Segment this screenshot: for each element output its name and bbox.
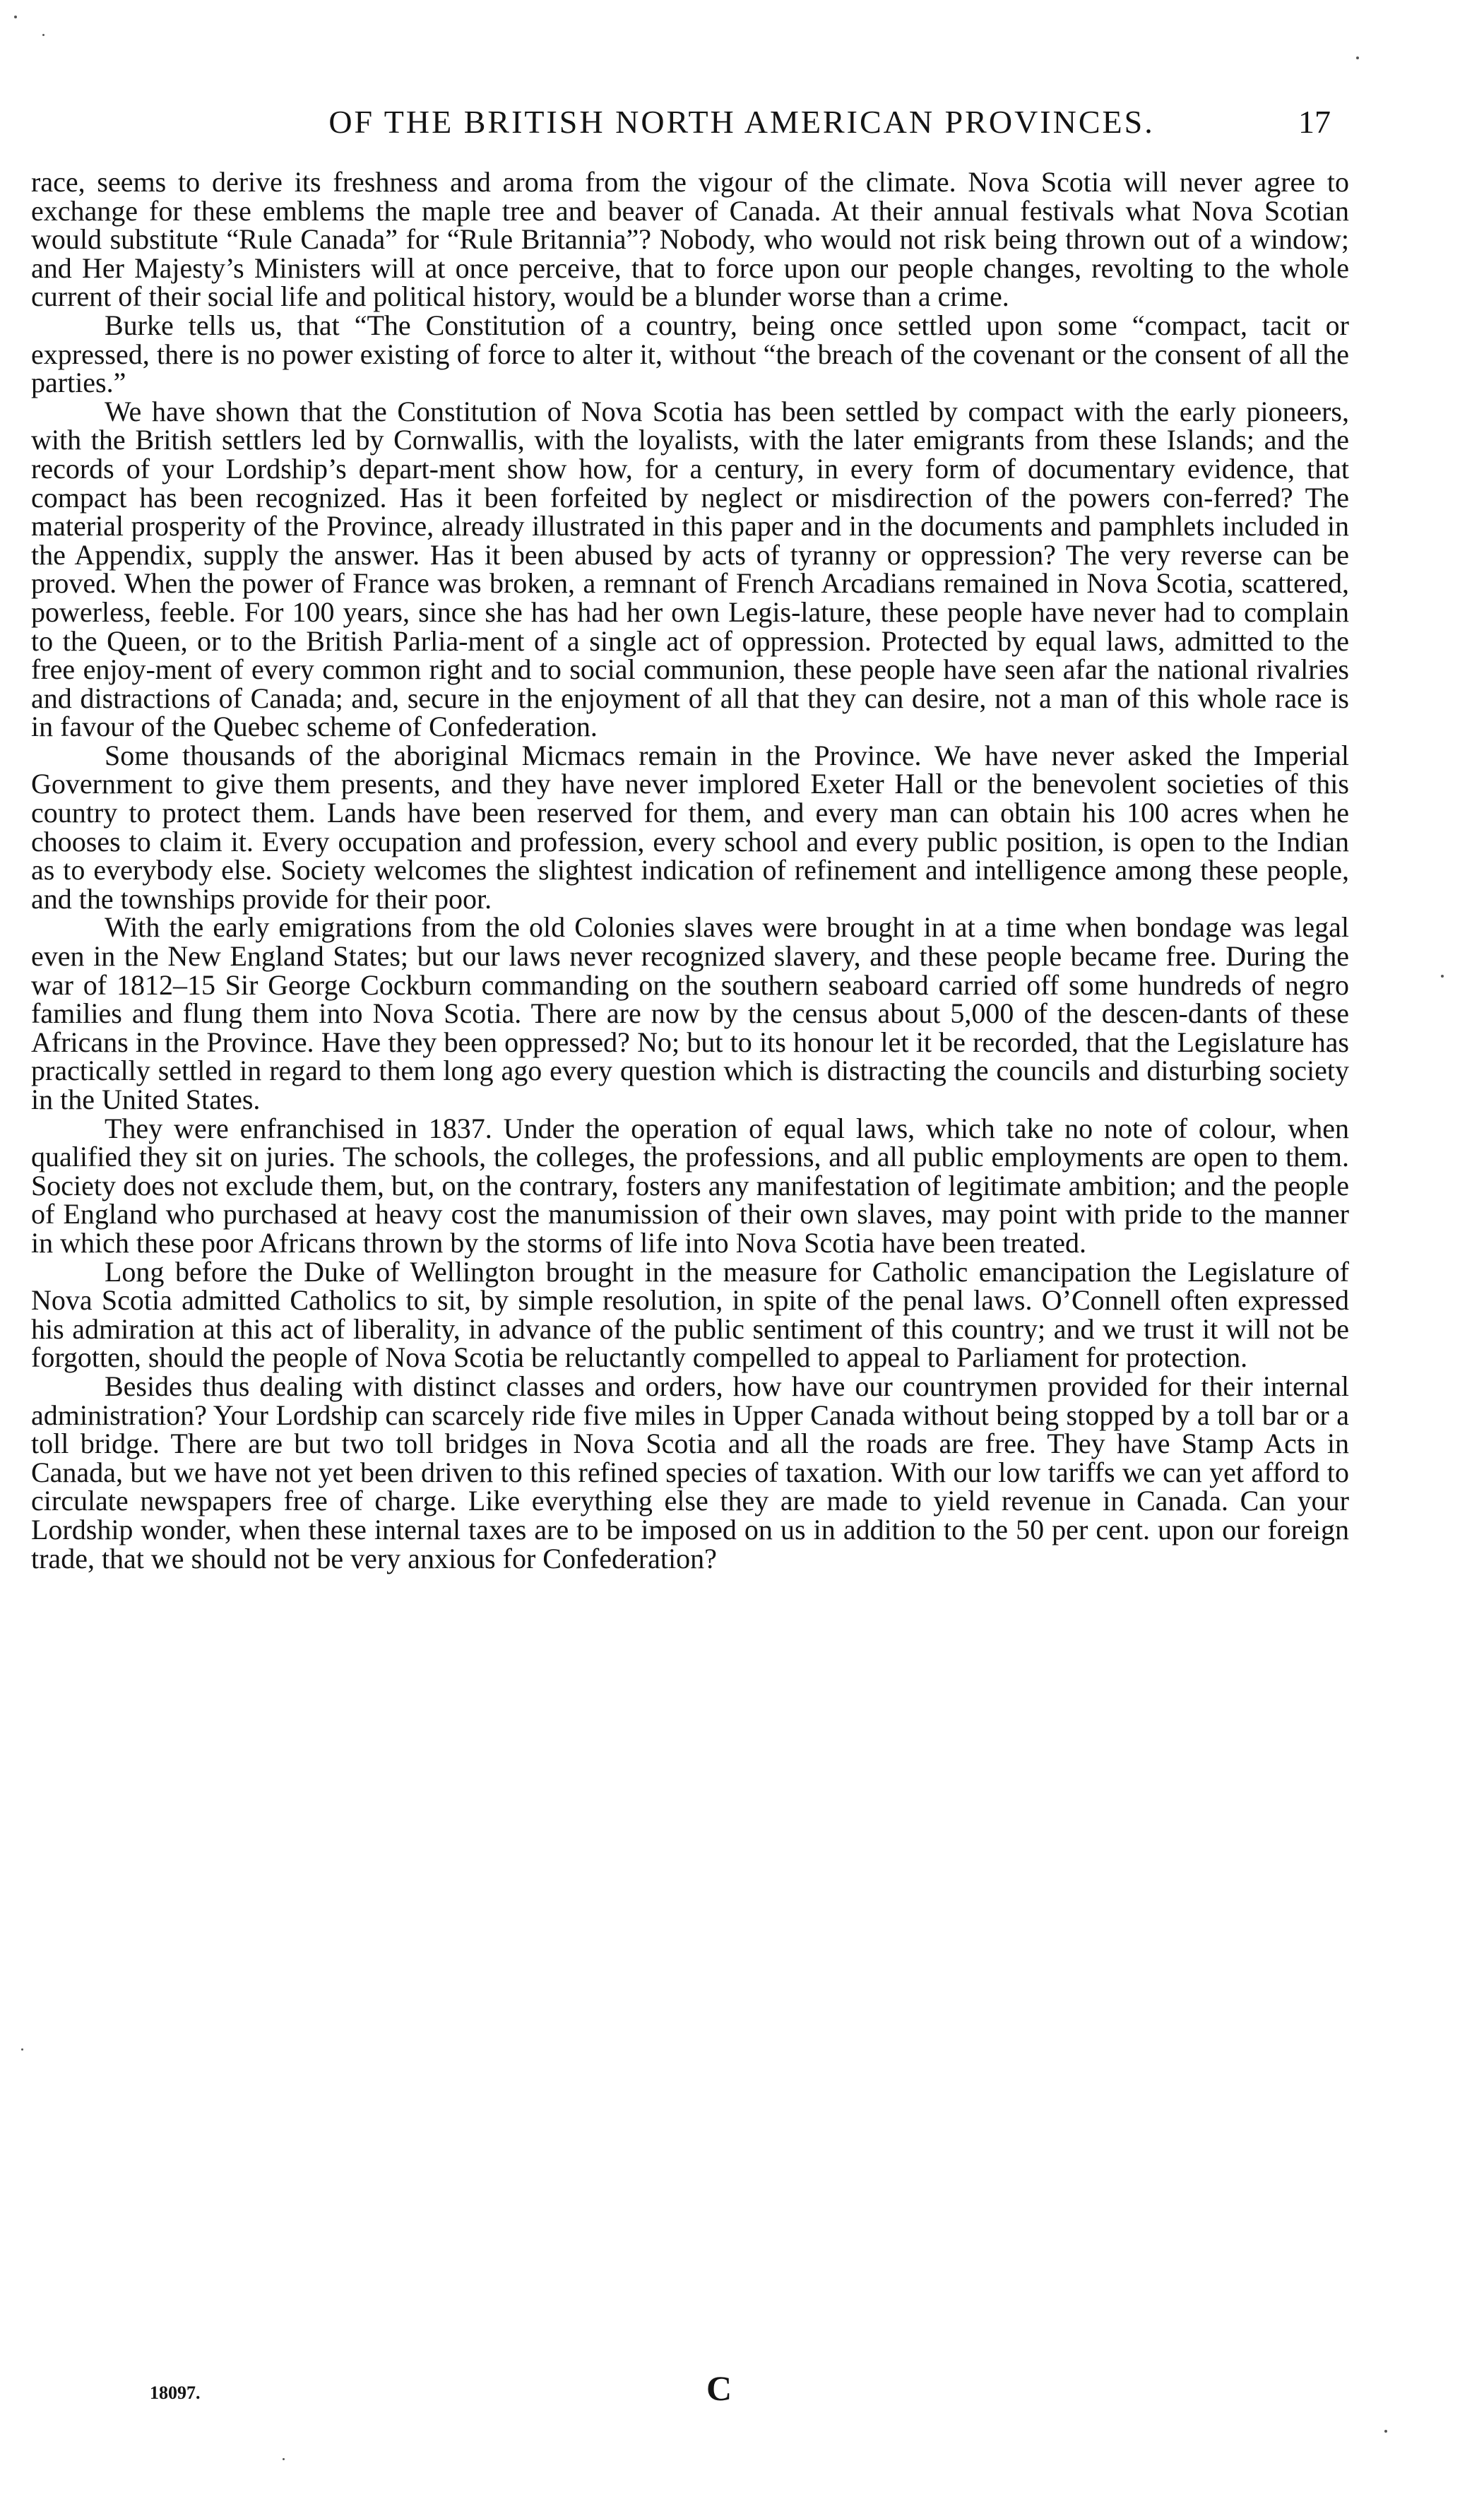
scan-speck (14, 16, 17, 18)
scan-speck (1356, 57, 1359, 59)
paragraph-2: Burke tells us, that “The Constitution of a country, being once settled upon some “compact, tacit or expressed, there is no power existing of force to alter it, without “the breach of the covenant or the consent of all the parties.” (31, 309, 1349, 399)
paragraph-8: Besides thus dealing with distinct classes and orders, how have our countrymen provided for their internal administration? Your Lordship can scarcely ride five miles in Upper Canada without being stopped by a toll bar or a toll bridge. There are but two toll bridges in Nova Scotia and all the roads are free. They have Stamp Acts in Canada, but we have not yet been driven to this refined species of taxation. With our low tariffs we can yet afford to circulate newspapers free of charge. Like everything else they are made to yield revenue in Canada. Can your Lordship wonder, when these internal taxes are to be imposed on us in addition to the 50 per cent. upon our foreign trade, that we should not be very anxious for Confederation? (31, 1370, 1349, 1574)
paragraph-7: Long before the Duke of Wellington brought in the measure for Catholic emancipation the Legislature of Nova Scotia admitted Catholics to sit, by simple resolution, in spite of the penal laws. O’Connell often expressed his admiration at this act of liberality, in advance of the public sentiment of this country; and we trust it will not be forgotten, should the people of Nova Scotia be reluctantly compelled to appeal to Parliament for protection. (31, 1255, 1349, 1374)
paragraph-1: race, seems to derive its freshness and aroma from the vigour of the climate. Nova Scotia will never agree to exchange for these emblems the maple tree and beaver of Canada. At their annual festivals what Nova Scotian would substitute “Rule Canada” for “Rule Britannia”? Nobody, who would not risk being thrown out of a window; and Her Majesty’s Ministers will at once perceive, that to force upon our people changes, revolting to the whole current of their social life and political history, would be a blunder worse than a crime. (31, 166, 1349, 313)
scan-speck (1441, 975, 1444, 978)
scan-speck (1384, 2430, 1387, 2433)
paragraph-5: With the early emigrations from the old Colonies slaves were brought in at a time when bondage was legal even in the New England States; but our laws never recognized slavery, and these people became free. During the war of 1812–15 Sir George Cockburn commanding on the southern seaboard carried off some hundreds of negro families and flung them into Nova Scotia. There are now by the census about 5,000 of the descen-dants of these Africans in the Province. Have they been oppressed? No; but to its honour let it be recorded, that the Legislature has practically settled in regard to them long ago every question which is distracting the councils and disturbing society in the United States. (31, 911, 1349, 1115)
scan-speck (283, 2458, 285, 2460)
scan-speck (42, 34, 44, 36)
scan-speck (21, 2048, 23, 2051)
page-number: 17 (1298, 104, 1331, 140)
print-number: 18097. (150, 2383, 201, 2403)
paragraph-3: We have shown that the Constitution of Nova Scotia has been settled by compact with the early pioneers, with the British settlers led by Cornwallis, with the loyalists, with the later emigrants from these Islands; and the records of your Lordship’s depart-ment show how, for a century, in every form of documentary evidence, that compact has been recognized. Has it been forfeited by neglect or misdirection of the powers con-ferred? The material prosperity of the Province, already illustrated in this paper and in the documents and pamphlets included in the Appendix, supply the answer. Has it been abused by acts of tyranny or oppression? The very reverse can be proved. When the power of France was broken, a remnant of French Arcadians remained in Nova Scotia, scattered, powerless, feeble. For 100 years, since she has had her own Legis-lature, these people have never had to complain to the Queen, or to the British Parlia-ment of a single act of oppression. Protected by equal laws, admitted to the free enjoy-ment of every common right and to social communion, these people have seen afar the national rivalries and distractions of Canada; and, secure in the enjoyment of all that they can desire, not a man of this whole race is in favour of the Quebec scheme of Confederation. (31, 395, 1349, 743)
paragraph-4: Some thousands of the aboriginal Micmacs remain in the Province. We have never asked the Imperial Government to give them presents, and they have never implored Exeter Hall or the benevolent societies of this country to protect them. Lands have been reserved for them, and every man can obtain his 100 acres when he chooses to claim it. Every occupation and profession, every school and every public position, is open to the Indian as to everybody else. Society welcomes the slightest indication of refinement and intelligence among these people, and the townships provide for their poor. (31, 739, 1349, 915)
paragraph-6: They were enfranchised in 1837. Under the operation of equal laws, which take no note of colour, when qualified they sit on juries. The schools, the colleges, the professions, and all public employments are open to them. Society does not exclude them, but, on the contrary, fosters any manifestation of legitimate ambition; and the people of England who purchased at heavy cost the manumission of their own slaves, may point with pride to the manner in which these poor Africans thrown by the storms of life into Nova Scotia have been treated. (31, 1112, 1349, 1259)
signature-mark: C (706, 2368, 732, 2408)
running-head: OF THE BRITISH NORTH AMERICAN PROVINCES. (328, 104, 1155, 140)
body-text (31, 168, 1349, 1573)
